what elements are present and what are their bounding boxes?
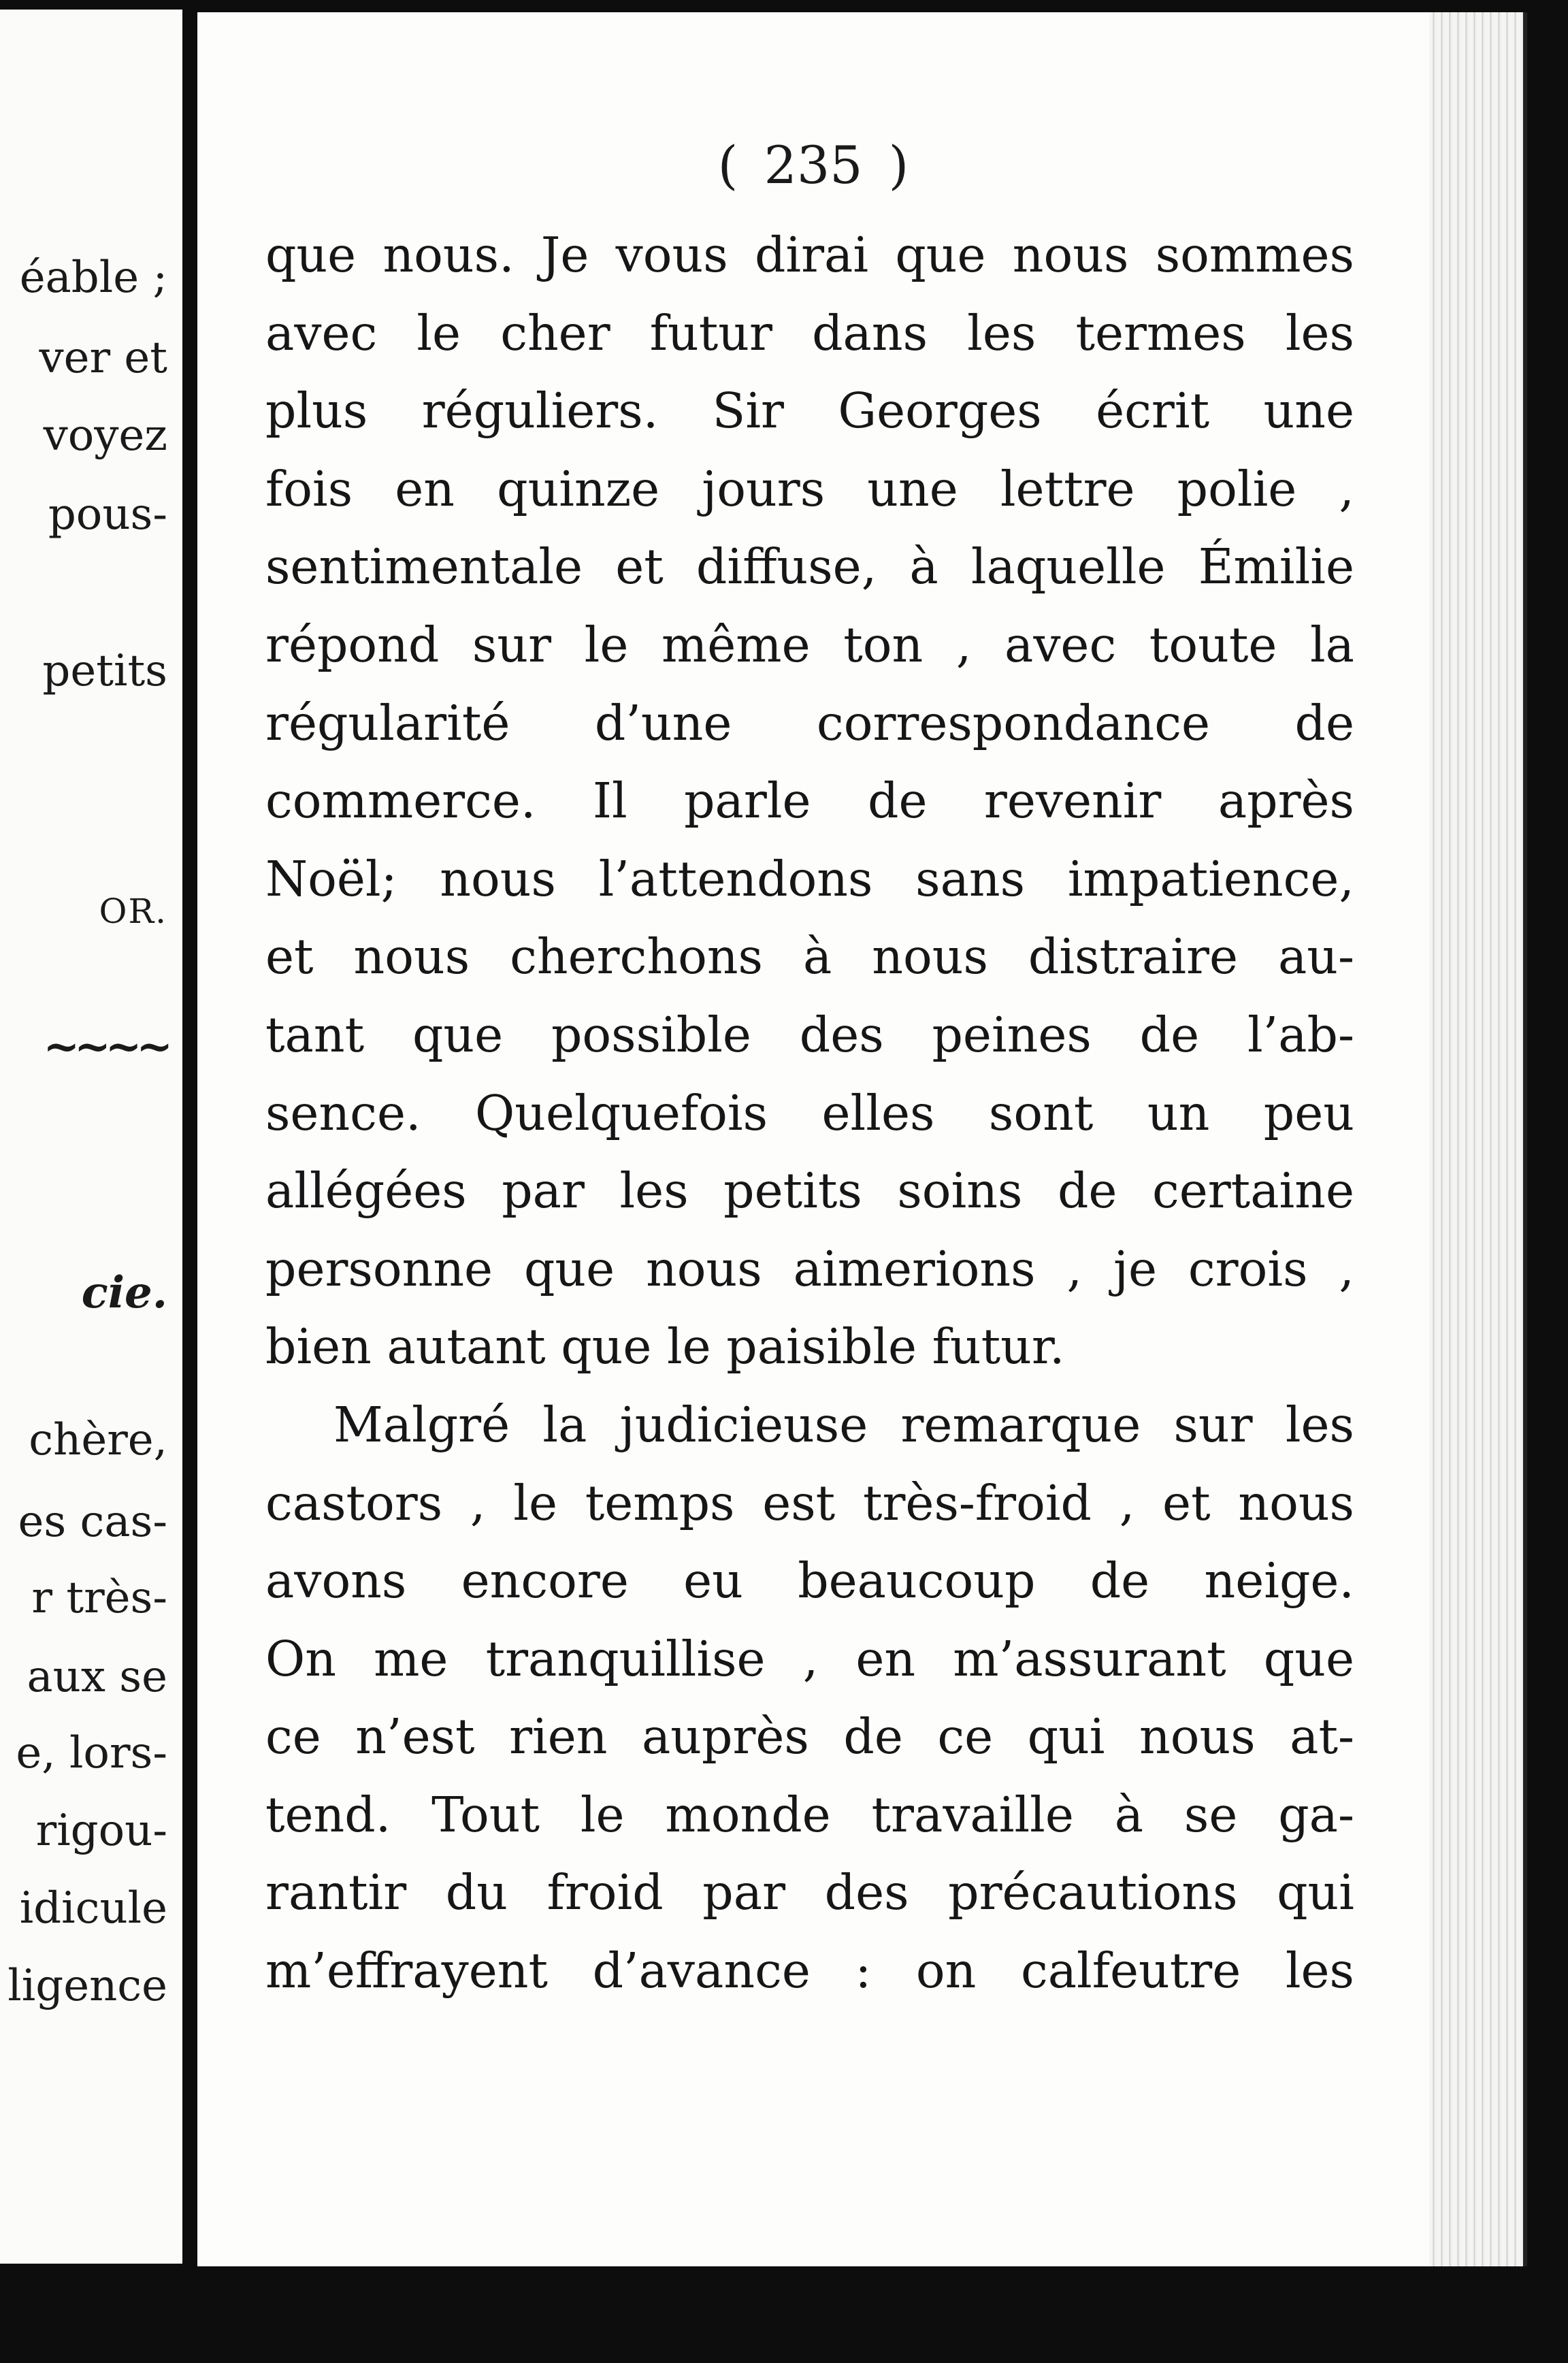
text-line: régularité d’une correspondance de: [265, 694, 1354, 751]
text-line: et nous cherchons à nous distraire au-: [265, 928, 1354, 985]
left-line: éable ;: [19, 252, 167, 303]
text-line: castors , le temps est très-froid , et nous: [265, 1474, 1354, 1531]
left-ornament: ~~~~: [43, 1021, 167, 1072]
text-line: Noël; nous l’attendons sans impatience,: [265, 850, 1354, 907]
book-page: [197, 12, 1429, 2266]
text-line: avons encore eu beaucoup de neige.: [265, 1552, 1354, 1610]
left-line: cie.: [81, 1267, 167, 1318]
left-line: ver et: [39, 333, 167, 383]
text-line: allégées par les petits soins de certaine: [265, 1162, 1354, 1220]
text-line: tant que possible des peines de l’ab-: [265, 1006, 1354, 1063]
text-line: que nous. Je vous dirai que nous sommes: [265, 227, 1354, 283]
text-line: sence. Quelquefois elles sont un peu: [265, 1084, 1354, 1141]
text-line: plus réguliers. Sir Georges écrit une: [265, 382, 1354, 440]
left-line: chère,: [29, 1415, 167, 1465]
page-text: [265, 216, 1354, 2010]
page-edges: [1429, 12, 1527, 2266]
text-line: personne que nous aimerions , je crois ,: [265, 1240, 1354, 1297]
text-line: m’effrayent d’avance : on calfeutre les: [265, 1942, 1354, 2000]
left-line: OR.: [99, 892, 167, 931]
text-line: rantir du froid par des précautions qui: [265, 1864, 1354, 1921]
left-line: petits: [42, 646, 167, 696]
left-line: pous-: [48, 489, 167, 540]
text-line: fois en quinze jours une lettre polie ,: [265, 460, 1354, 517]
text-line: Malgré la judicieuse remarque sur les: [333, 1396, 1354, 1453]
text-line: ce n’est rien auprès de ce qui nous at-: [265, 1708, 1354, 1765]
page-number: ( 235 ): [717, 135, 909, 195]
text-line: On me tranquillise , en m’assurant que: [265, 1630, 1354, 1687]
left-line: es cas-: [18, 1497, 167, 1547]
text-line: bien autant que le paisible futur.: [265, 1318, 1065, 1375]
text-line: sentimentale et diffuse, à laquelle Émilie: [265, 538, 1354, 596]
text-line: commerce. Il parle de revenir après: [265, 772, 1354, 830]
left-line: aux se: [27, 1652, 167, 1702]
left-line: ligence: [7, 1961, 167, 2011]
left-line: rigou-: [35, 1806, 167, 1856]
previous-page-fragment: [0, 10, 182, 2264]
left-line: voyez: [43, 410, 167, 461]
left-line: r très-: [31, 1573, 167, 1623]
text-line: répond sur le même ton , avec toute la: [265, 616, 1354, 673]
left-line: idicule: [19, 1883, 167, 1934]
text-line: avec le cher futur dans les termes les: [265, 304, 1354, 361]
text-line: tend. Tout le monde travaille à se ga-: [265, 1786, 1354, 1843]
left-line: e, lors-: [16, 1728, 167, 1778]
